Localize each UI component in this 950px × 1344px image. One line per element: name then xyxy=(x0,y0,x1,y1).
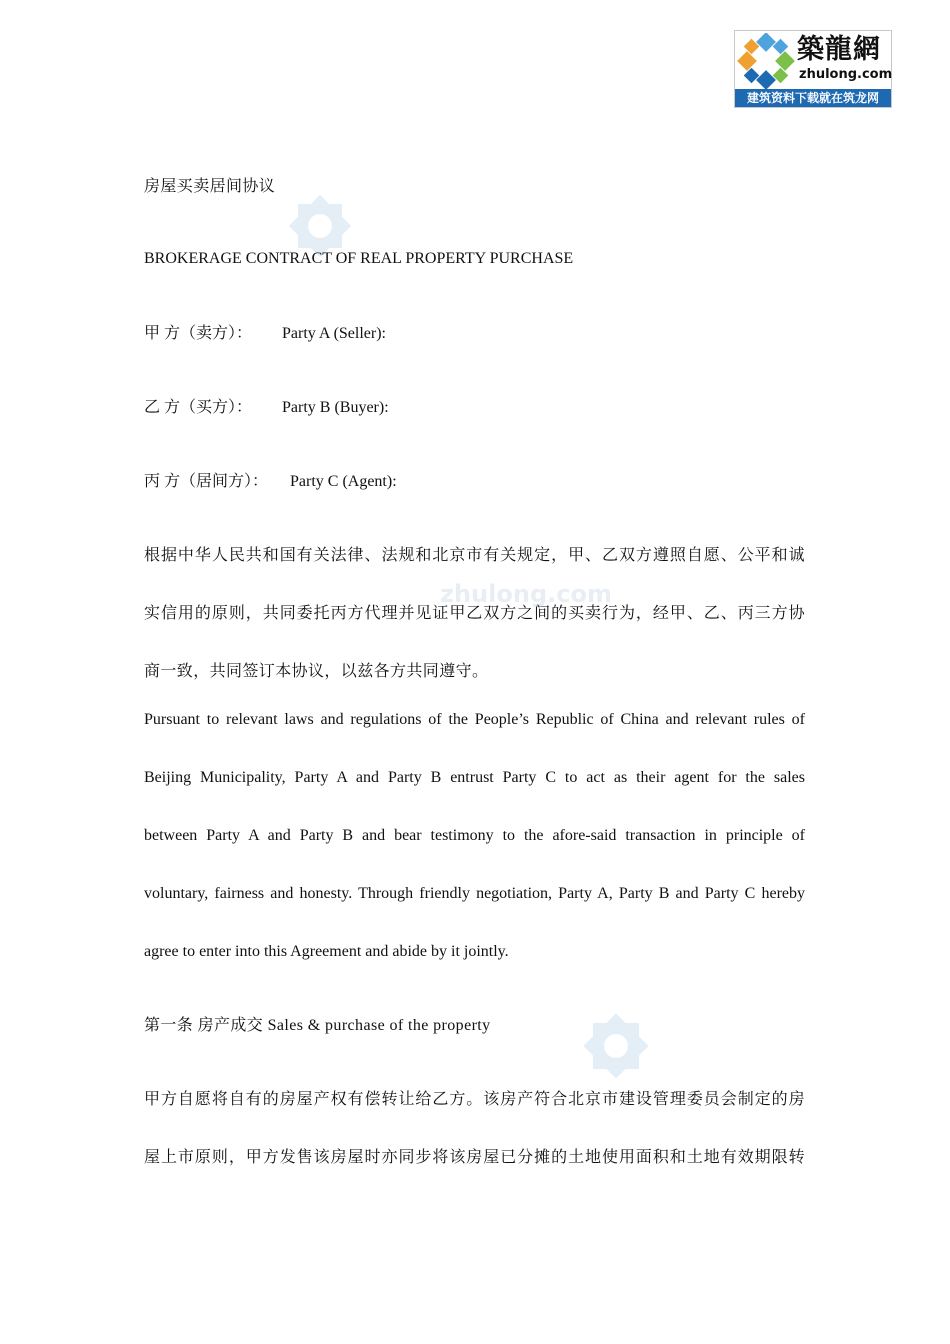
party-b-line xyxy=(144,398,389,418)
title-chinese: 房屋买卖居间协议 xyxy=(144,178,276,195)
watermark-flower-icon-2 xyxy=(556,990,676,1102)
logo-tagline: 建筑资料下载就在筑龙网 xyxy=(735,89,891,107)
preamble-en-line-2: Beijing Municipality, Party A and Party B entrust Party C to act as their agent for the sales xyxy=(144,769,805,786)
logo-domain: zhulong.com xyxy=(799,67,893,82)
logo-chinese-name: 築龍網 xyxy=(797,34,881,65)
party-c-label-en: Party C (Agent): xyxy=(290,473,397,490)
title-english: BROKERAGE CONTRACT OF REAL PROPERTY PURCHASE xyxy=(144,250,574,267)
article-1-heading: 第一条 房产成交 Sales & purchase of the property xyxy=(144,1017,491,1034)
party-b-label-cn: 乙 方（买方）： xyxy=(144,399,253,416)
preamble-en-line-1: Pursuant to relevant laws and regulations of the People’s Republic of China and relevant rules of xyxy=(144,711,805,728)
article-1-cn-line-1: 甲方自愿将自有的房屋产权有偿转让给乙方。该房产符合北京市建设管理委员会制定的房 xyxy=(144,1091,805,1108)
party-c-line xyxy=(144,472,397,492)
preamble-en-line-5: agree to enter into this Agreement and abide by it jointly. xyxy=(144,943,509,960)
party-a-label-cn: 甲 方（卖方）： xyxy=(144,325,253,342)
preamble-cn-line-2: 实信用的原则，共同委托丙方代理并见证甲乙双方之间的买卖行为，经甲、乙、丙三方协 xyxy=(144,605,805,622)
article-1-cn-line-2: 屋上市原则，甲方发售该房屋时亦同步将该房屋已分摊的土地使用面积和土地有效期限转 xyxy=(144,1149,805,1166)
party-b-label-en: Party B (Buyer): xyxy=(282,399,389,416)
preamble-en-line-4: voluntary, fairness and honesty. Through friendly negotiation, Party A, Party B and Party C hereby xyxy=(144,885,805,902)
zhulong-flower-icon xyxy=(737,33,795,89)
zhulong-logo xyxy=(734,30,892,108)
preamble-en-line-3: between Party A and Party B and bear testimony to the afore-said transaction in principle of xyxy=(144,827,805,844)
watermark-text: zhulong.com xyxy=(440,580,612,608)
party-c-label-cn: 丙 方（居间方）： xyxy=(144,473,269,490)
party-a-label-en: Party A (Seller): xyxy=(282,325,386,342)
party-a-line xyxy=(144,324,386,344)
preamble-cn-line-1: 根据中华人民共和国有关法律、法规和北京市有关规定，甲、乙双方遵照自愿、公平和诚 xyxy=(144,547,805,564)
preamble-cn-line-3: 商一致，共同签订本协议，以兹各方共同遵守。 xyxy=(144,663,489,680)
